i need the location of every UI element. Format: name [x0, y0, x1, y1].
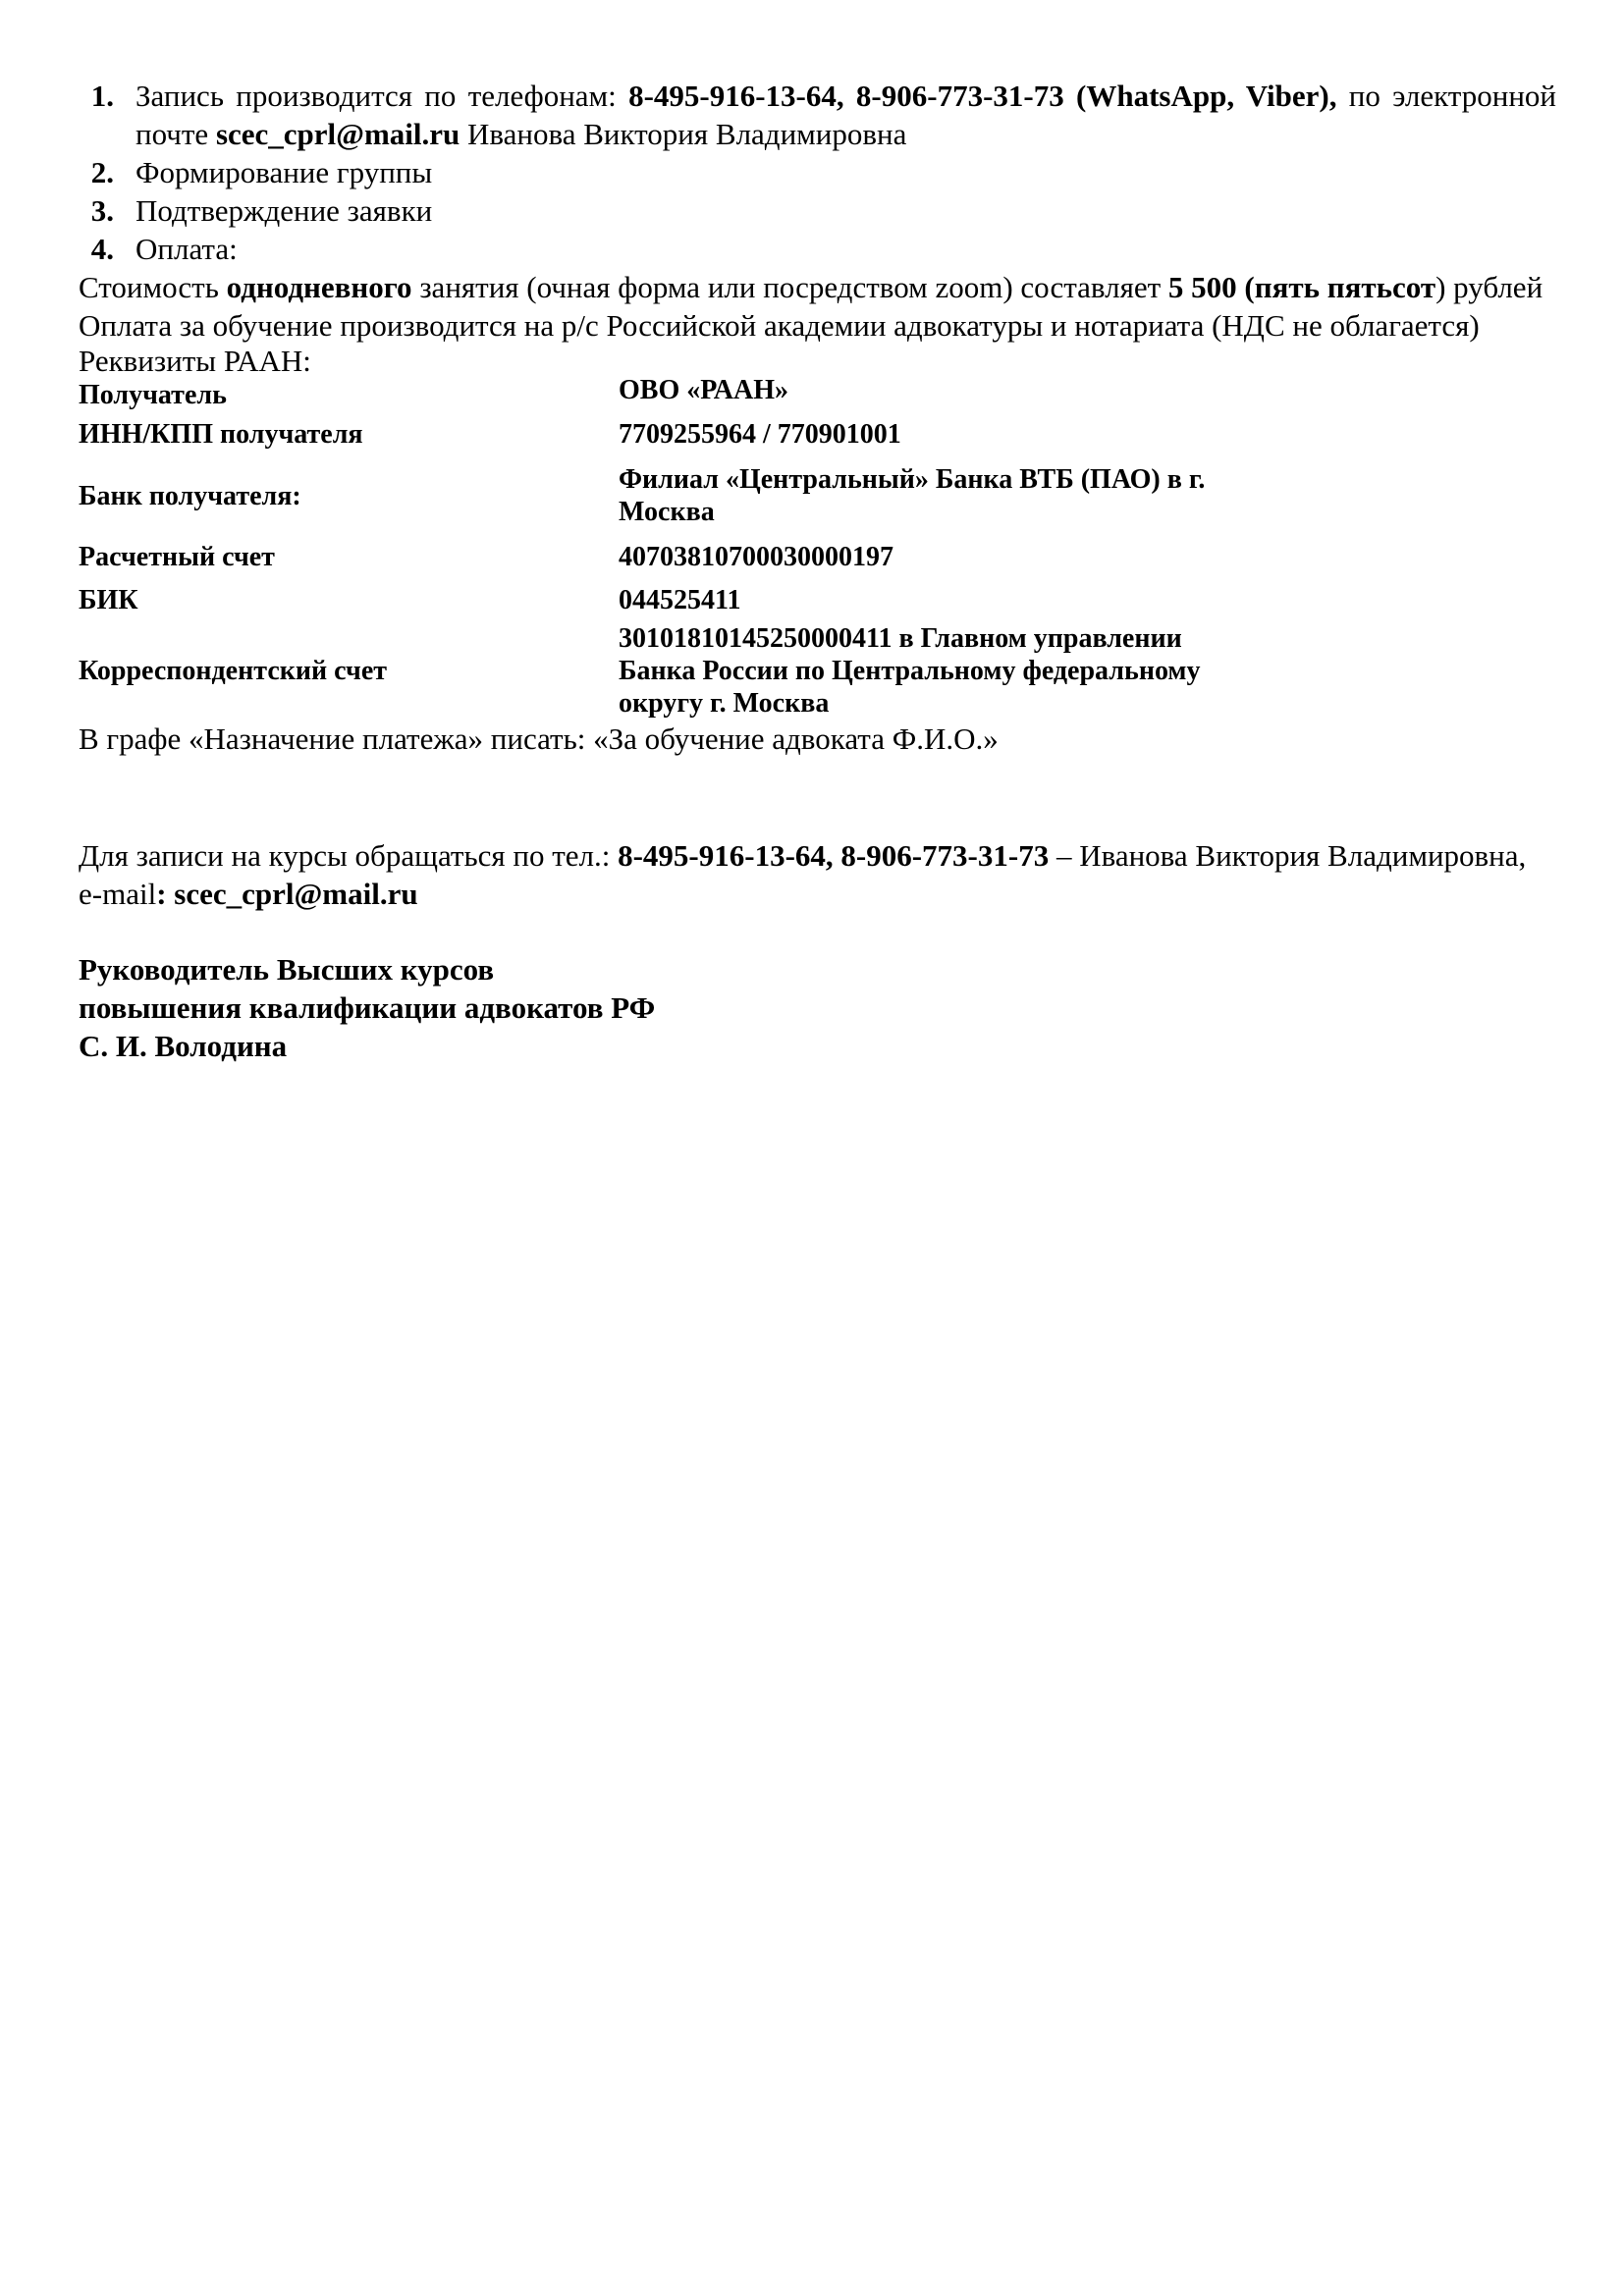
step-number: 4. — [90, 232, 114, 266]
enrollment-steps-list — [79, 77, 1556, 268]
requisite-key: Корреспондентский счет — [79, 655, 388, 686]
cost-paragraph: Стоимость однодневного занятия (очная форма или посредством zoom) составляет 5 500 (пять пятьсот) рублей — [79, 270, 1543, 304]
requisites-table — [79, 374, 1316, 720]
contact-email: : scec_cprl@mail.ru — [156, 877, 418, 911]
step-text: Запись производится по телефонам: 8-495-916-13-64, 8-906-773-31-73 (WhatsApp, Viber), по электронной почте scec_cprl@mail.ru Иванова Виктория Владимировна — [135, 79, 1557, 151]
contact-phones: 8-495-916-13-64, 8-906-773-31-73 — [618, 838, 1050, 873]
spacer — [79, 913, 1556, 950]
step-number: 1. — [90, 79, 114, 113]
step-number: 3. — [90, 193, 114, 228]
cost-amount: 5 500 (пять пятьсот — [1167, 270, 1436, 304]
signatory-name: С. И. Володина — [79, 1029, 288, 1063]
list-item — [79, 230, 1556, 268]
list-item — [79, 191, 1556, 230]
requisites-label: Реквизиты РААН: — [79, 344, 311, 378]
payment-info-paragraph: Оплата за обучение производится на р/с Российской академии адвокатуры и нотариата (НДС не облагается) — [79, 308, 1480, 343]
step-text: Подтверждение заявки — [135, 193, 433, 228]
requisite-value: ОВО «РААН» — [619, 375, 788, 405]
email-address: scec_cprl@mail.ru — [215, 117, 460, 151]
table-row — [79, 374, 1316, 411]
list-item — [79, 153, 1556, 191]
cost-duration: однодневного — [226, 270, 412, 304]
requisite-key: БИК — [79, 584, 138, 615]
requisite-key: Получатель — [79, 380, 227, 410]
step-text: Оплата: — [135, 232, 238, 266]
requisite-value: 044525411 — [619, 584, 741, 615]
table-row — [79, 578, 1316, 621]
requisite-key: Банк получателя: — [79, 480, 301, 511]
requisite-value: 7709255964 / 770901001 — [619, 418, 901, 450]
requisite-value: Филиал «Центральный» Банка ВТБ (ПАО) в г. Москва — [619, 464, 1206, 527]
phone-numbers: 8-495-916-13-64, 8-906-773-31-73 (WhatsApp, Viber), — [628, 79, 1337, 113]
document-body — [79, 77, 1556, 1065]
spacer — [79, 758, 1556, 836]
signature-block — [79, 950, 1556, 1065]
requisite-key: Расчетный счет — [79, 541, 275, 572]
contact-paragraph: Для записи на курсы обращаться по тел.: 8-495-916-13-64, 8-906-773-31-73 – Иванова Виктория Владимировна, e-mail: scec_cprl@mail.ru — [79, 838, 1527, 911]
payment-purpose-note: В графе «Назначение платежа» писать: «За обучение адвоката Ф.И.О.» — [79, 721, 999, 756]
list-item — [79, 77, 1556, 153]
step-text: Формирование группы — [135, 155, 433, 189]
requisite-value: 40703810700030000197 — [619, 541, 893, 572]
requisite-value: 30101810145250000411 в Главном управлении Банка России по Центральному федеральному округу г. Москва — [619, 622, 1201, 719]
table-row — [79, 456, 1316, 535]
table-row — [79, 621, 1316, 720]
signature-title: повышения квалификации адвокатов РФ — [79, 990, 656, 1025]
step-number: 2. — [90, 155, 114, 189]
requisite-key: ИНН/КПП получателя — [79, 418, 363, 450]
table-row — [79, 535, 1316, 578]
signature-title: Руководитель Высших курсов — [79, 952, 495, 987]
table-row — [79, 411, 1316, 456]
